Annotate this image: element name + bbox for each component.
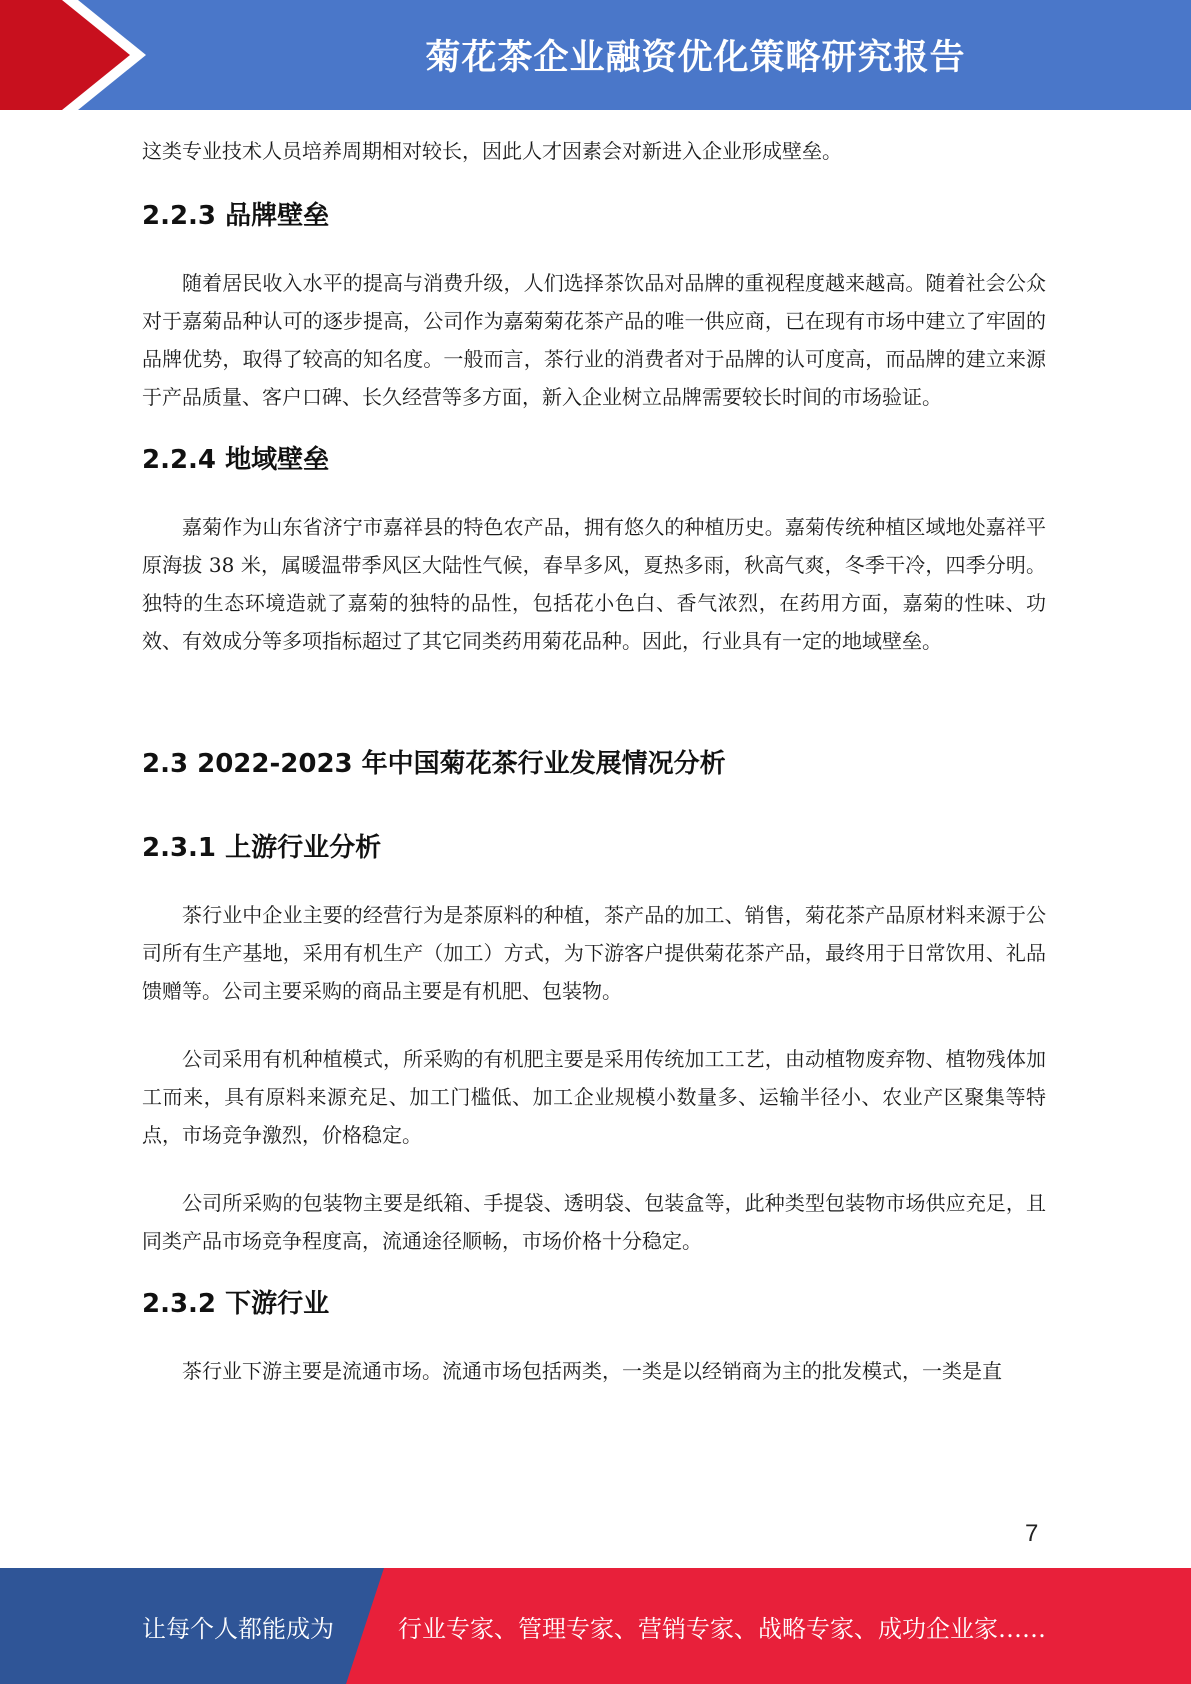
page-number: 7 bbox=[1025, 1520, 1039, 1547]
paragraph-upstream-1: 茶行业中企业主要的经营行为是茶原料的种植，茶产品的加工、销售，菊花茶产品原材料来源于公司所有生产基地，采用有机生产（加工）方式，为下游客户提供菊花茶产品，最终用于日常饮用、礼品馈赠等。公司主要采购的商品主要是有机肥、包装物。 bbox=[142, 903, 1046, 1003]
footer-slogan-right: 行业专家、管理专家、营销专家、战略专家、成功企业家…… bbox=[398, 1614, 1046, 1643]
heading-2-3-1: 2.3.1 上游行业分析 bbox=[142, 833, 382, 863]
heading-2-3-2: 2.3.2 下游行业 bbox=[142, 1289, 330, 1319]
footer-slogan-left: 让每个人都能成为 bbox=[142, 1614, 334, 1643]
paragraph-regional-barrier: 嘉菊作为山东省济宁市嘉祥县的特色农产品，拥有悠久的种植历史。嘉菊传统种植区域地处嘉祥平原海拔 38 米，属暖温带季风区大陆性气候，春旱多风，夏热多雨，秋高气爽，冬季干冷，四季分明。独特的生态环境造就了嘉菊的独特的品性，包括花小色白、香气浓烈，在药用方面，嘉菊的性味、功效、有效成分等多项指标超过了其它同类药用菊花品种。因此，行业具有一定的地域壁垒。 bbox=[142, 515, 1046, 653]
page-header bbox=[0, 0, 1191, 110]
page-footer bbox=[0, 1568, 1191, 1684]
paragraph-upstream-2: 公司采用有机种植模式，所采购的有机肥主要是采用传统加工工艺，由动植物废弃物、植物残体加工而来，具有原料来源充足、加工门槛低、加工企业规模小数量多、运输半径小、农业产区聚集等特点，市场竞争激烈，价格稳定。 bbox=[142, 1047, 1046, 1147]
heading-2-2-3: 2.2.3 品牌壁垒 bbox=[142, 201, 330, 231]
heading-2-2-4: 2.2.4 地域壁垒 bbox=[142, 445, 330, 475]
paragraph-continued: 这类专业技术人员培养周期相对较长，因此人才因素会对新进入企业形成壁垒。 bbox=[142, 139, 842, 163]
paragraph-brand-barrier: 随着居民收入水平的提高与消费升级，人们选择茶饮品对品牌的重视程度越来越高。随着社会公众对于嘉菊品种认可的逐步提高，公司作为嘉菊菊花茶产品的唯一供应商，已在现有市场中建立了牢固的品牌优势，取得了较高的知名度。一般而言，茶行业的消费者对于品牌的认可度高，而品牌的建立来源于产品质量、客户口碑、长久经营等多方面，新入企业树立品牌需要较长时间的市场验证。 bbox=[142, 271, 1046, 409]
report-title: 菊花茶企业融资优化策略研究报告 bbox=[425, 38, 966, 78]
paragraph-downstream: 茶行业下游主要是流通市场。流通市场包括两类，一类是以经销商为主的批发模式，一类是直 bbox=[182, 1359, 1002, 1383]
heading-2-3: 2.3 2022-2023 年中国菊花茶行业发展情况分析 bbox=[142, 749, 726, 779]
main-content bbox=[142, 132, 1046, 1390]
paragraph-upstream-3: 公司所采购的包装物主要是纸箱、手提袋、透明袋、包装盒等，此种类型包装物市场供应充足，且同类产品市场竞争程度高，流通途径顺畅，市场价格十分稳定。 bbox=[142, 1191, 1046, 1253]
